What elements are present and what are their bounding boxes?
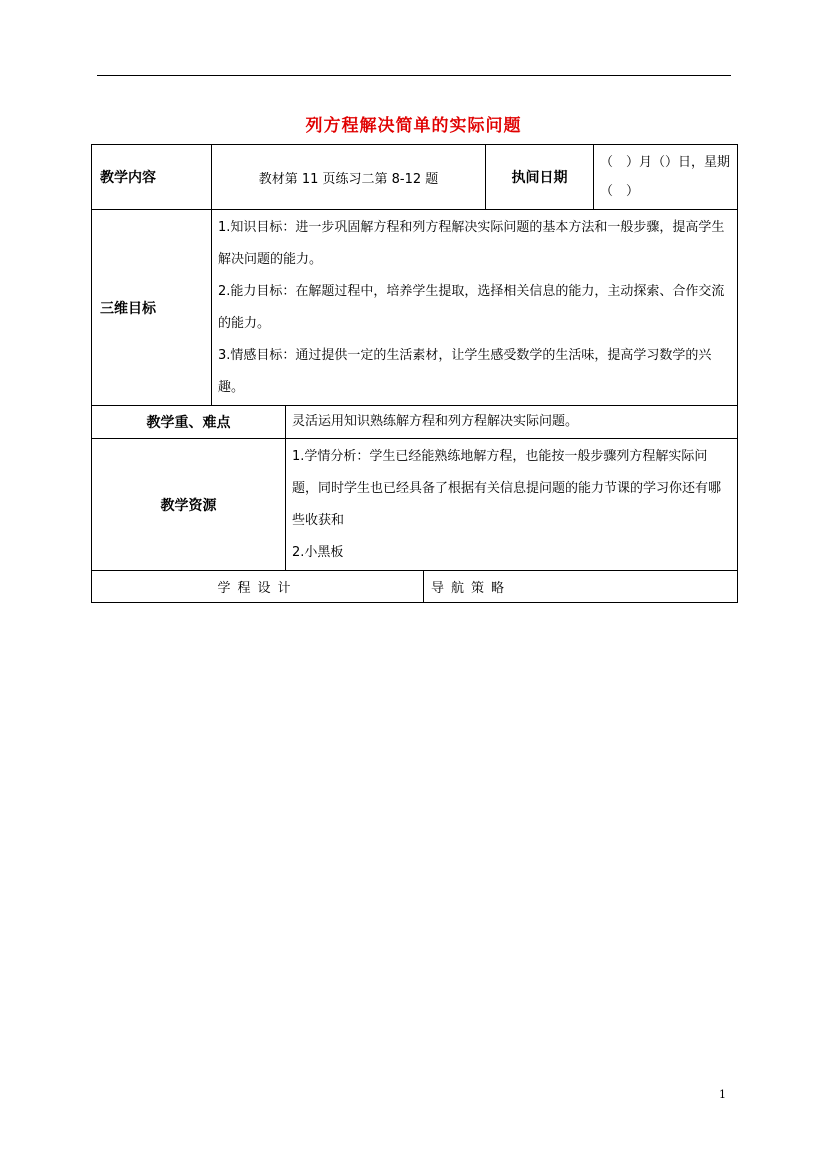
goals-content: [212, 210, 738, 406]
goal-knowledge: 1.知识目标：进一步巩固解方程和列方程解决实际问题的基本方法和一般步骤，提高学生解决问题的能力。: [218, 219, 725, 267]
goal-emotion: 3.情感目标：通过提供一定的生活素材，让学生感受数学的生活味，提高学习数学的兴趣。: [218, 347, 712, 395]
row-design: [92, 571, 738, 603]
focus-label: 教学重、难点: [92, 406, 286, 439]
design-label: 学程设计: [92, 571, 424, 603]
date-label: 执间日期: [486, 145, 594, 210]
resources-content: [286, 439, 738, 571]
document-title: 列方程解决简单的实际问题: [305, 116, 522, 136]
resource-blackboard: 2.小黑板: [292, 544, 344, 560]
page-number: 1: [719, 1088, 726, 1101]
goals-label: 三维目标: [92, 210, 212, 406]
content-value: 教材第 11 页练习二第 8-12 题: [212, 145, 486, 210]
date-value: （ ）月（）日，星期（ ）: [594, 145, 738, 210]
resource-analysis: 1.学情分析：学生已经能熟练地解方程，也能按一般步骤列方程解实际问题，同时学生也已经具备了根据有关信息提问题的能力节课的学习你还有哪些收获和: [292, 448, 722, 528]
goal-ability: 2.能力目标：在解题过程中，培养学生提取，选择相关信息的能力，主动探索、合作交流的能力。: [218, 283, 725, 331]
row-focus: [92, 406, 738, 439]
strategy-label: 导航策略: [424, 571, 738, 603]
focus-value: 灵活运用知识熟练解方程和列方程解决实际问题。: [286, 406, 738, 439]
row-content: [92, 145, 738, 210]
header-rule: [97, 75, 731, 76]
row-resources: [92, 439, 738, 571]
content-label: 教学内容: [92, 145, 212, 210]
resources-label: 教学资源: [92, 439, 286, 571]
lesson-plan-table: [91, 144, 738, 603]
row-goals: [92, 210, 738, 406]
